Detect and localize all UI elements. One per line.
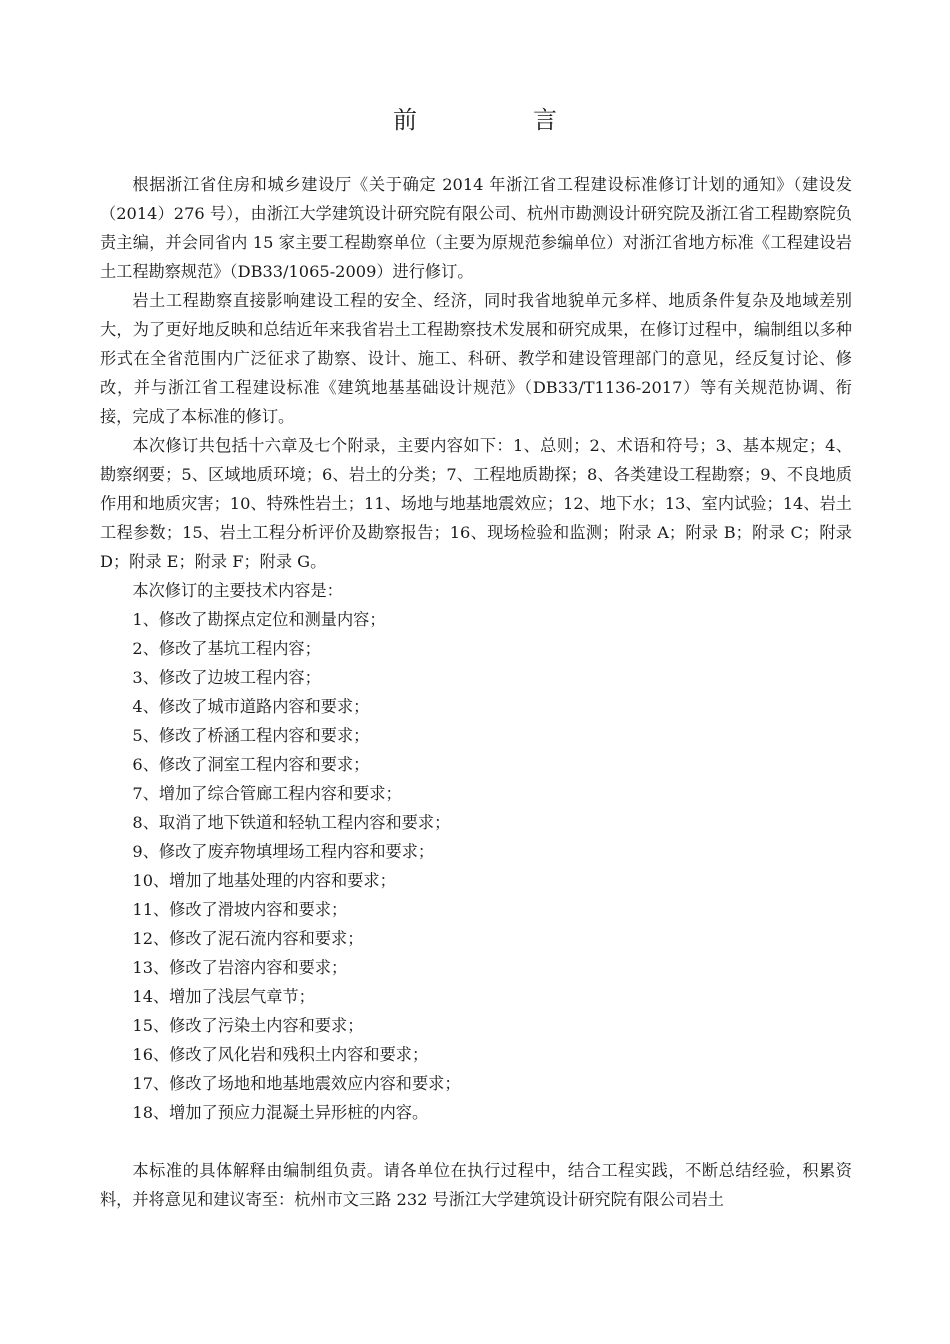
paragraph-closing: 本标准的具体解释由编制组负责。请各单位在执行过程中，结合工程实践，不断总结经验，积累资料，并将意见和建议寄至：杭州市文三路 232 号浙江大学建筑设计研究院有限公司岩土 (100, 1161, 852, 1209)
list-item: 8、取消了地下铁道和轻轨工程内容和要求； (132, 813, 451, 832)
list-item: 17、修改了场地和地基地震效应内容和要求； (132, 1074, 461, 1093)
list-item: 4、修改了城市道路内容和要求； (132, 697, 370, 716)
list-item: 3、修改了边坡工程内容； (132, 668, 321, 687)
paragraph-technical-intro: 本次修订的主要技术内容是： (132, 581, 343, 600)
list-item: 9、修改了废弃物填埋场工程内容和要求； (132, 842, 435, 861)
paragraph-background: 根据浙江省住房和城乡建设厅《关于确定 2014 年浙江省工程建设标准修订计划的通知》（建设发（2014）276 号），由浙江大学建筑设计研究院有限公司、杭州市勘测设计研究院及浙江省工程勘察院负责主编，并会同省内 15 家主要工程勘察单位（主要为原规范参编单位）对浙江省地方标准《工程建设岩土工程勘察规范》（DB33/1065-2009）进行修订。 (100, 175, 852, 281)
list-item: 13、修改了岩溶内容和要求； (132, 958, 348, 977)
list-item: 15、修改了污染土内容和要求； (132, 1016, 364, 1035)
list-item: 7、增加了综合管廊工程内容和要求； (132, 784, 402, 803)
list-item: 2、修改了基坑工程内容； (132, 639, 321, 658)
list-item: 1、修改了勘探点定位和测量内容； (132, 610, 386, 629)
list-item: 6、修改了洞室工程内容和要求； (132, 755, 370, 774)
list-item: 10、增加了地基处理的内容和要求； (132, 871, 396, 890)
list-item: 14、增加了浅层气章节； (132, 987, 315, 1006)
list-item: 16、修改了风化岩和残积土内容和要求； (132, 1045, 429, 1064)
page-title: 前 言 (393, 106, 603, 134)
list-item: 18、增加了预应力混凝土异形桩的内容。 (132, 1103, 429, 1122)
revision-list (100, 605, 852, 1127)
list-item: 5、修改了桥涵工程内容和要求； (132, 726, 370, 745)
paragraph-purpose: 岩土工程勘察直接影响建设工程的安全、经济，同时我省地貌单元多样、地质条件复杂及地域差别大，为了更好地反映和总结近年来我省岩土工程勘察技术发展和研究成果，在修订过程中，编制组以多种形式在全省范围内广泛征求了勘察、设计、施工、科研、教学和建设管理部门的意见，经反复讨论、修改，并与浙江省工程建设标准《建筑地基基础设计规范》（DB33/T1136-2017）等有关规范协调、衔接，完成了本标准的修订。 (100, 291, 852, 426)
document-body (100, 170, 852, 1214)
list-item: 12、修改了泥石流内容和要求； (132, 929, 364, 948)
paragraph-contents: 本次修订共包括十六章及七个附录，主要内容如下：1、总则；2、术语和符号；3、基本规定；4、勘察纲要；5、区域地质环境；6、岩土的分类；7、工程地质勘探；8、各类建设工程勘察；9、不良地质作用和地质灾害；10、特殊性岩土；11、场地与地基地震效应；12、地下水；13、室内试验；14、岩土工程参数；15、岩土工程分析评价及勘察报告；16、现场检验和监测；附录 A；附录 B；附录 C；附录 D；附录 E；附录 F；附录 G。 (100, 436, 852, 571)
list-item: 11、修改了滑坡内容和要求； (132, 900, 348, 919)
spacer (100, 1127, 852, 1156)
